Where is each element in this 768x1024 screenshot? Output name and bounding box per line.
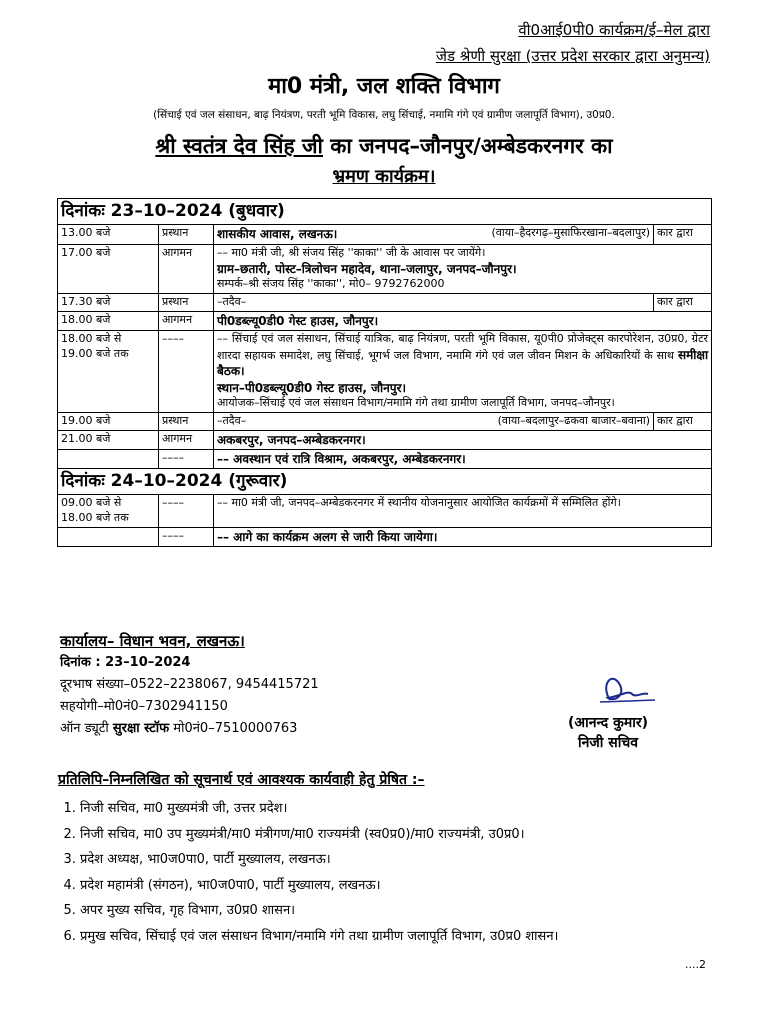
row-type: आगमन xyxy=(159,244,214,293)
row-time: 18.00 बजे से 19.00 बजे तक xyxy=(58,330,159,413)
row-time: 17.00 बजे xyxy=(58,244,159,293)
list-item: 2. निजी सचिव, मा0 उप मुख्यमंत्री/मा0 मंत्रीगण/मा0 राज्यमंत्री (स्व0प्र0)/मा0 राज्यमंत्री, उ0प्र0। xyxy=(80,822,740,848)
duty-suffix: मो0नं0–7510000763 xyxy=(169,721,298,736)
list-item: 5. अपर मुख्य सचिव, गृह विभाग, उ0प्र0 शासन। xyxy=(80,898,740,924)
date-heading-1: दिनांकः 23–10–2024 (बुधवार) xyxy=(58,199,712,225)
row-mode: कार द्वारा xyxy=(654,293,712,311)
row-line: आयोजक–सिंचाई एवं जल संसाधन विभाग/नमामि गंगे तथा ग्रामीण जलापूर्ति विभाग, जनपद–जौनपुर। xyxy=(217,396,615,410)
row-mode: कार द्वारा xyxy=(654,224,712,244)
row-detail xyxy=(214,224,654,244)
table-row xyxy=(58,244,712,293)
row-type: –––– xyxy=(159,450,214,469)
page-subtitle: (सिंचाई एवं जल संसाधन, बाढ़ नियंत्रण, परती भूमि विकास, लघु सिंचाई, नमामि गंगे एवं ग्रामीण जलापूर्ति विभाग), उ0प्र0. xyxy=(153,109,615,121)
phone-line: दूरभाष संख्या–0522–2238067, 9454415721 xyxy=(60,677,319,692)
duty-prefix: ऑन ड्यूटी xyxy=(60,721,113,736)
list-item: 3. प्रदेश अध्यक्ष, भा0ज0पा0, पार्टी मुख्यालय, लखनऊ। xyxy=(80,847,740,873)
row-type: आगमन xyxy=(159,311,214,330)
header-line-2: जेड श्रेणी सुरक्षा (उत्तर प्रदेश सरकार द्वारा अनुमन्य) xyxy=(435,47,710,65)
row-via: (वाया–हैदरगढ़–मुसाफिरखाना–बदलापुर) xyxy=(491,225,650,239)
page-title: मा0 मंत्री, जल शक्ति विभाग xyxy=(268,74,500,99)
row-time: 13.00 बजे xyxy=(58,224,159,244)
table-row xyxy=(58,330,712,413)
table-row xyxy=(58,311,712,330)
row-time: 17.30 बजे xyxy=(58,293,159,311)
row-type: –––– xyxy=(159,528,214,547)
row-place: –– अवस्थान एवं रात्रि विश्राम, अकबरपुर, अम्बेडकरनगर। xyxy=(214,450,712,469)
row-type: आगमन xyxy=(159,431,214,450)
visit-heading-rest: का जनपद–जौनपुर/अम्बेडकरनगर का xyxy=(322,134,613,158)
date-heading-2: दिनांकः 24–10–2024 (गुरूवार) xyxy=(58,469,712,495)
row-type: प्रस्थान xyxy=(159,293,214,311)
row-line: सम्पर्क–श्री संजय सिंह ''काका'', मो0– 9792762000 xyxy=(217,276,445,290)
row-type: –––– xyxy=(159,330,214,413)
row-type: प्रस्थान xyxy=(159,224,214,244)
table-row xyxy=(58,450,712,469)
row-detail xyxy=(214,330,712,413)
signature xyxy=(570,660,680,710)
duty-line xyxy=(60,718,319,740)
list-item: 4. प्रदेश महामंत्री (संगठन), भा0ज0पा0, पार्टी मुख्यालय, लखनऊ। xyxy=(80,873,740,899)
footer-block xyxy=(60,630,319,740)
row-place: अकबरपुर, जनपद–अम्बेडकरनगर। xyxy=(214,431,712,450)
row-detail xyxy=(214,244,712,293)
signatory-name: (आनन्द कुमार) xyxy=(568,715,648,731)
row-type: –––– xyxy=(159,495,214,528)
row-time: 09.00 बजे से 18.00 बजे तक xyxy=(58,495,159,528)
footer-date: दिनांक : 23–10–2024 xyxy=(60,655,191,670)
row-time xyxy=(58,450,159,469)
table-row xyxy=(58,495,712,528)
page-number: ....2 xyxy=(685,958,706,971)
minister-name: श्री स्वतंत्र देव सिंह जी xyxy=(155,134,323,158)
row-place: पी0डब्ल्यू0डी0 गेस्ट हाउस, जौनपुर। xyxy=(214,311,712,330)
row-type: प्रस्थान xyxy=(159,413,214,431)
list-item: 6. प्रमुख सचिव, सिंचाई एवं जल संसाधन विभाग/नमामि गंगे तथा ग्रामीण जलापूर्ति विभाग, उ0प्र0 शासन। xyxy=(80,924,740,950)
row-line: –– सिंचाई एवं जल संसाधन, सिंचाई यात्रिक, बाढ़ नियंत्रण, परती भूमि विकास, यू0पी0 प्रोजेक्ट्स कारपोरेशन, उ0प्र0, ग्रेटर शारदा सहायक समादेश, लघु सिंचाई, भूगर्भ जल विभाग, नमामि गंगे एवं जल जीवन मिशन के अधिकारियों के साथ xyxy=(217,331,709,362)
office-line: कार्यालय– विधान भवन, लखनऊ। xyxy=(60,632,245,650)
row-time: 18.00 बजे xyxy=(58,311,159,330)
row-place: शासकीय आवास, लखनऊ। xyxy=(217,226,338,241)
visit-subheading: भ्रमण कार्यक्रम। xyxy=(332,166,436,187)
row-place: –तदैव– xyxy=(217,414,247,428)
row-line-bold: समीक्षा बैठक। xyxy=(217,347,709,379)
table-row xyxy=(58,293,712,311)
row-mode: कार द्वारा xyxy=(654,413,712,431)
duty-bold: सुरक्षा स्टॉफ xyxy=(112,721,170,736)
row-via: (वाया–बदलापुर–ढकवा बाजार–बवाना) xyxy=(497,414,650,428)
row-detail xyxy=(214,413,654,431)
date-row-2 xyxy=(58,469,712,495)
table-row xyxy=(58,224,712,244)
row-line: –– मा0 मंत्री जी, श्री संजय सिंह ''काका'' जी के आवास पर जायेंगे। xyxy=(217,245,486,259)
copy-list xyxy=(58,796,740,949)
table-row xyxy=(58,431,712,450)
row-place: –– आगे का कार्यक्रम अलग से जारी किया जायेगा। xyxy=(214,528,712,547)
row-line: स्थान–पी0डब्ल्यू0डी0 गेस्ट हाउस, जौनपुर। xyxy=(217,381,407,396)
schedule-table xyxy=(57,198,712,547)
row-line: –– मा0 मंत्री जी, जनपद–अम्बेडकरनगर में स्थानीय योजनानुसार आयोजित कार्यक्रमों में सम्मिलित होंगे। xyxy=(214,495,712,528)
assistant-line: सहयोगी–मो0नं0–7302941150 xyxy=(60,699,228,714)
visit-heading xyxy=(0,132,768,160)
row-time: 21.00 बजे xyxy=(58,431,159,450)
signatory-title: निजी सचिव xyxy=(577,735,639,751)
row-line: ग्राम–छतारी, पोस्ट–त्रिलोचन महादेव, थाना–जलापुर, जनपद–जौनपुर। xyxy=(217,261,517,276)
header-line-1: वी0आई0पी0 कार्यक्रम/ई–मेल द्वारा xyxy=(518,21,710,39)
row-time: 19.00 बजे xyxy=(58,413,159,431)
copy-heading: प्रतिलिपि–निम्नलिखित को सूचनार्थ एवं आवश्यक कार्यवाही हेतु प्रेषित :– xyxy=(58,772,425,788)
table-row xyxy=(58,413,712,431)
row-time xyxy=(58,528,159,547)
row-place: –तदैव– xyxy=(214,293,654,311)
table-row xyxy=(58,528,712,547)
list-item: 1. निजी सचिव, मा0 मुख्यमंत्री जी, उत्तर प्रदेश। xyxy=(80,796,740,822)
date-row-1 xyxy=(58,199,712,225)
signatory xyxy=(568,713,648,753)
